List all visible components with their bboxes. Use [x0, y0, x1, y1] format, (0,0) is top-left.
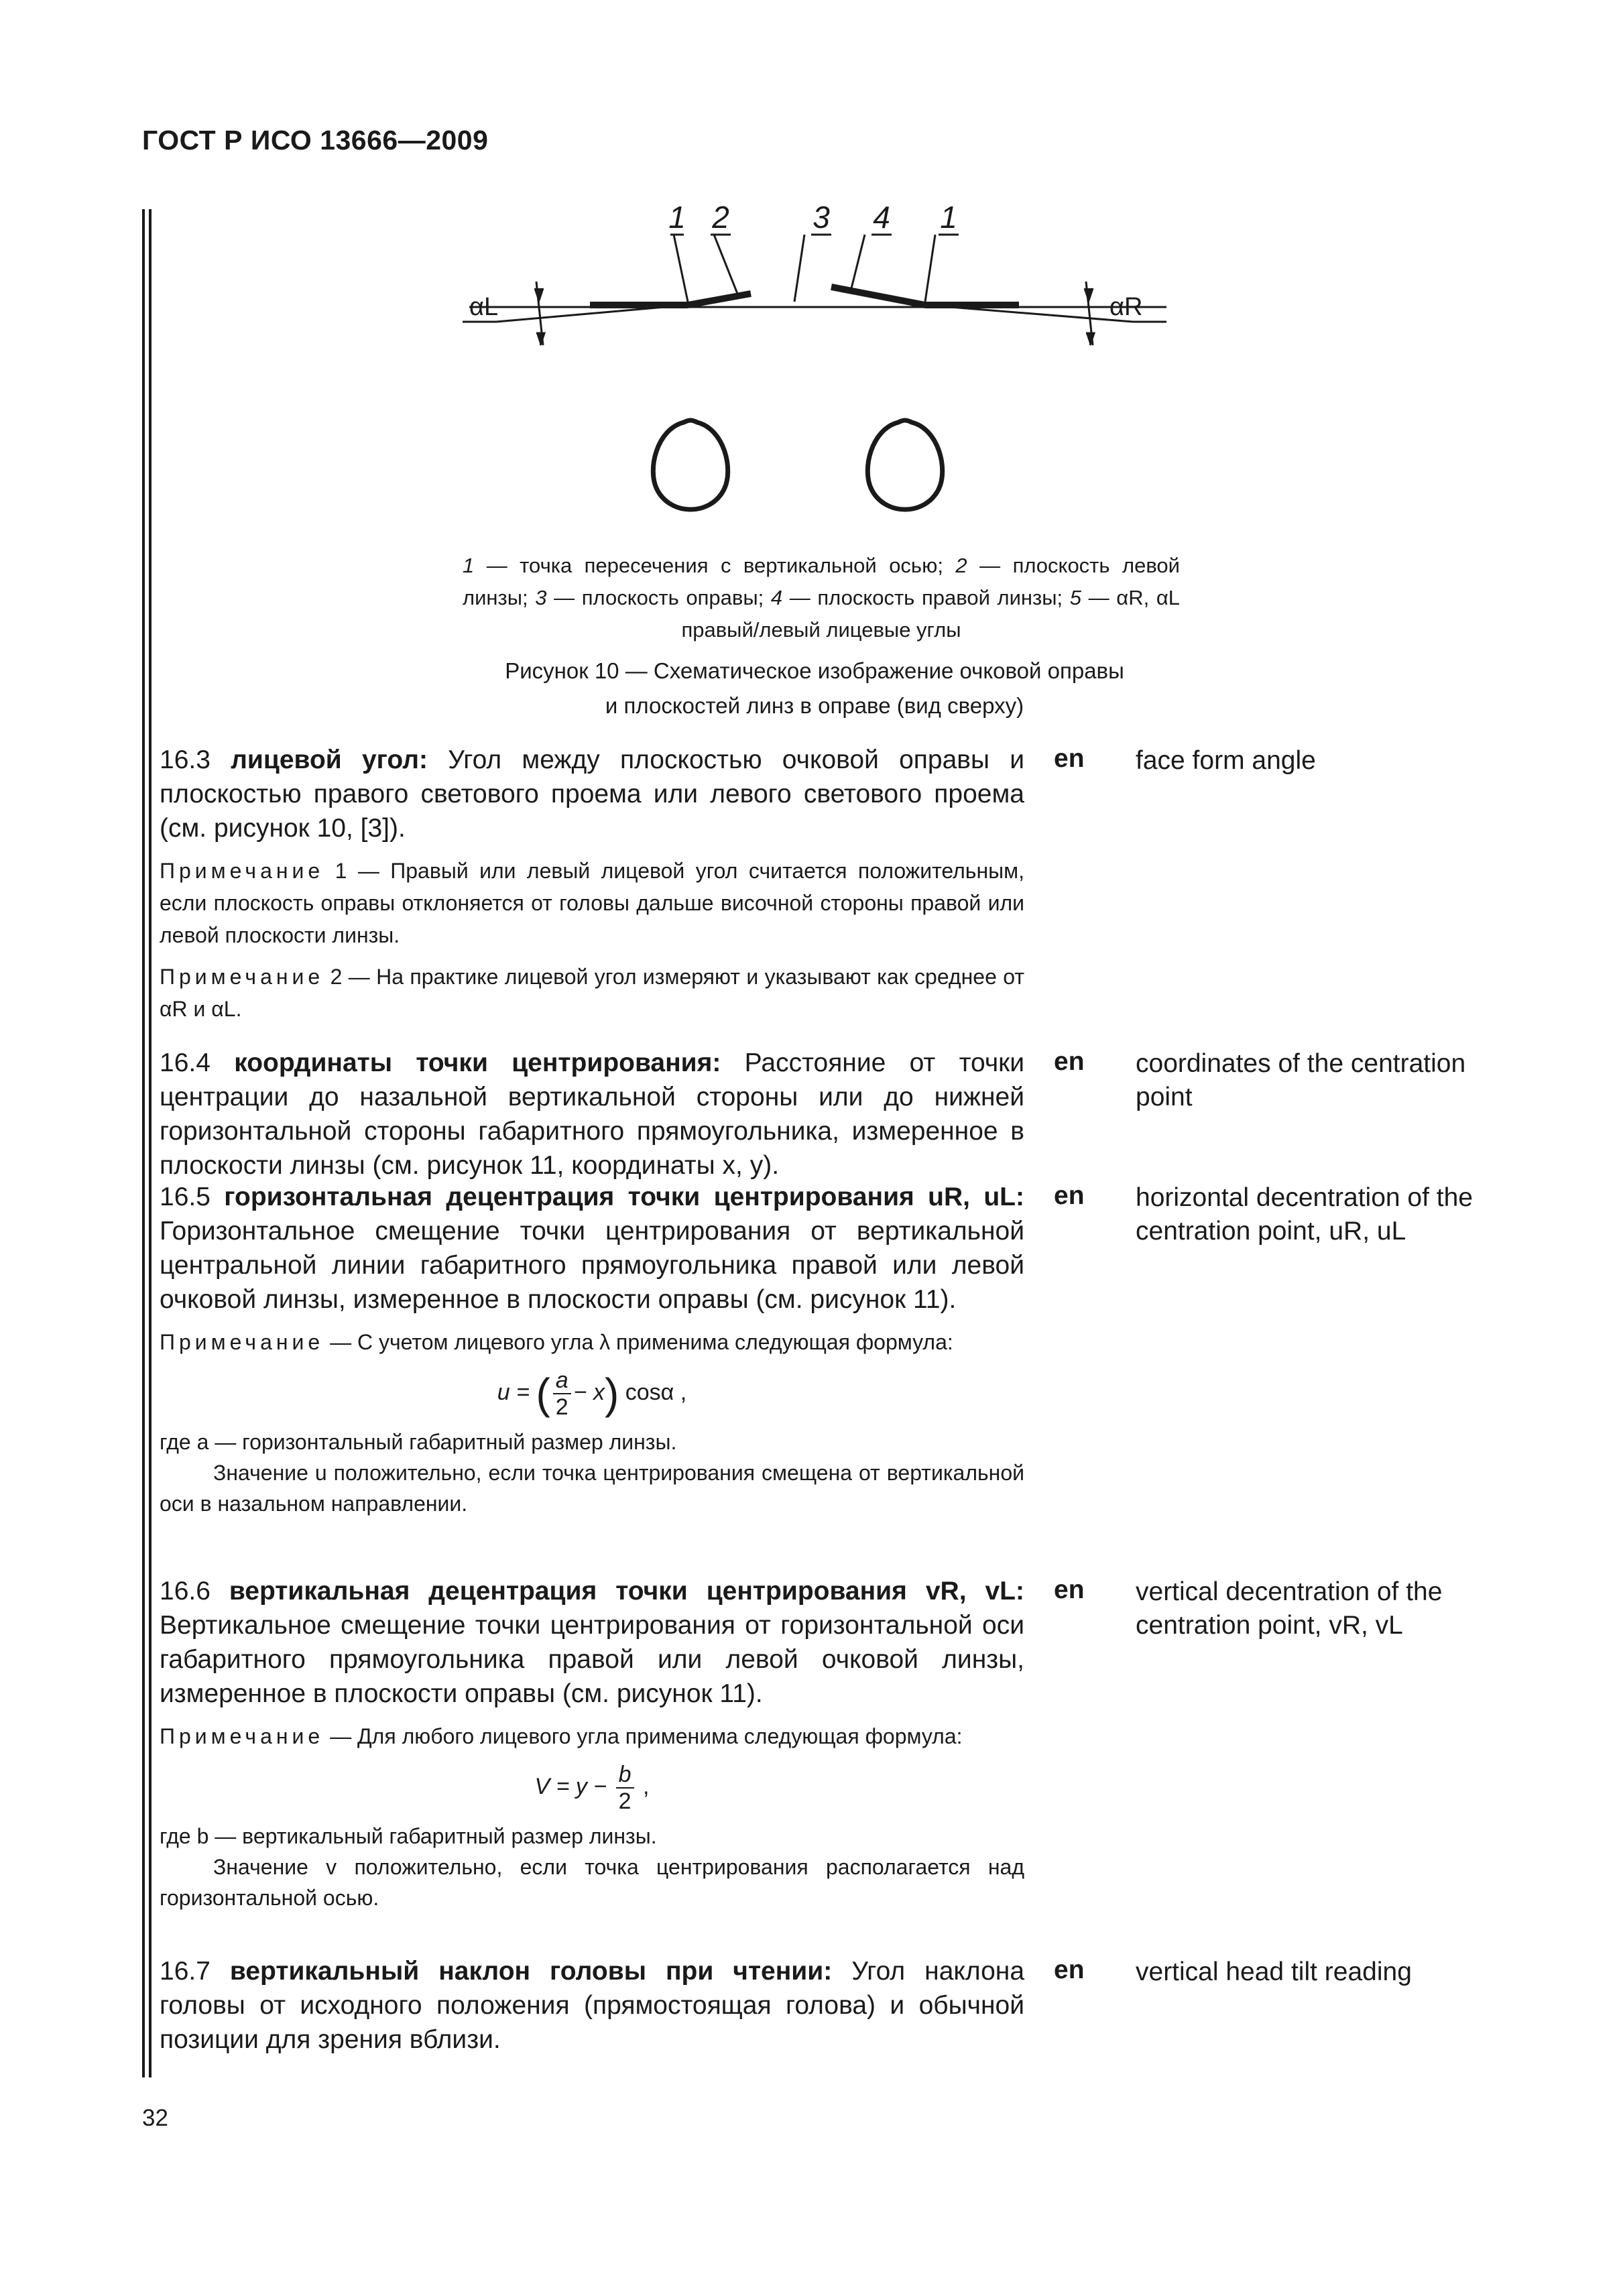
term-16-4: 16.4 координаты точки центрирования: Расстояние от точки центрации до назальной вертикальной стороны или до нижней горизонтальной стороны габаритного прямоугольника, измеренное в плоскости линзы (см. рисунок 11, координаты x, y).	[160, 1048, 1024, 1180]
english-term-16-3: face form angle	[1136, 746, 1316, 775]
figure-label-2: 2	[712, 200, 729, 235]
note-16-6: Примечание — Для любого лицевого угла применима следующая формула:	[160, 1724, 963, 1748]
term-16-7: 16.7 вертикальный наклон головы при чтении: Угол наклона головы от исходного положения (прямостоящая голова) и обычной позиции для зрения вблизи.	[160, 1957, 1025, 2054]
figure-label-1a: 1	[668, 200, 686, 235]
lang-tag-16-7: en	[1054, 1955, 1085, 1984]
english-term-16-4: coordinates of the centration point	[1136, 1049, 1466, 1111]
margin-bar-inner	[149, 209, 152, 2077]
figure-10-diagram	[456, 194, 1180, 530]
english-term-16-5: horizontal decentration of the centration point, uR, uL	[1136, 1183, 1474, 1246]
lang-tag-16-4: en	[1054, 1047, 1085, 1076]
lang-tag-16-5: en	[1054, 1181, 1085, 1210]
term-16-6: 16.6 вертикальная децентрация точки центрирования vR, vL: Вертикальное смещение точки центрирования от горизонтальной оси габаритного прямоугольника правой или левой очковой линзы, измеренное в плоскости оправы (см. рисунок 11). Примечание — Для любого лицевого угла применима следующая формула: V = y − $\frac{b}{2}$ , где b — вертикальный габаритный размер линзы. Значение v положительно, если точка центрирования располагается над горизонтальной осью.	[160, 1577, 1024, 1910]
figure-label-3: 3	[813, 200, 830, 235]
lang-tag-16-6: en	[1054, 1575, 1085, 1604]
figure-label-1b: 1	[940, 200, 957, 235]
figure-legend: 1 — точка пересечения с вертикальной осью; 2 — плоскость левой линзы; 3 — плоскость оправы; 4 — плоскость правой линзы; 5 — αR, αL правый/левый лицевые углы	[463, 554, 1180, 642]
english-term-16-7: vertical head tilt reading	[1136, 1957, 1412, 1986]
note-16-3-2: Примечание 2 — На практике лицевой угол измеряют и указывают как среднее от αR и αL.	[160, 965, 1024, 1021]
lang-tag-16-3: en	[1054, 744, 1085, 773]
english-term-16-6: vertical decentration of the centration point, vR, vL	[1136, 1577, 1443, 1640]
figure-caption: Рисунок 10 — Схематическое изображение очковой оправы и плоскостей линз в оправе (вид сверху)	[505, 658, 1124, 718]
term-16-3: 16.3 лицевой угол: Угол между плоскостью очковой оправы и плоскостью правого светового проема или левого светового проема (см. рисунок 10, [3]). Примечание 1 — Правый или левый лицевой угол считается положительным, если плоскость оправы отклоняется от головы дальше височной стороны правой или левой плоскости линзы. Примечание 2 — На практике лицевой угол измеряют и указывают как среднее от αR и αL.	[160, 743, 1024, 1025]
term-16-5: 16.5 горизонтальная децентрация точки центрирования uR, uL: Горизонтальное смещение точки центрирования от вертикальной центральной линии габаритного прямоугольника правой или левой очковой линзы, измеренное в плоскости оправы (см. рисунок 11). Примечание — С учетом лицевого угла λ применима следующая формула: u = ( $\frac{a}{2}$ − x) cosα , где a — горизонтальный габаритный размер линзы. Значение u положительно, если точка центрирования смещена от вертикальной оси в назальном направлении.	[160, 1183, 1024, 1516]
formula-16-5: u = ( $\frac{a}{2}$ − x) cosα ,	[497, 1368, 687, 1420]
document-header: ГОСТ Р ИСО 13666—2009	[142, 125, 489, 156]
note-16-5: Примечание — С учетом лицевого угла λ применима следующая формула:	[160, 1330, 953, 1354]
figure-alpha-right: αR	[1109, 293, 1143, 321]
note-16-3-1: Примечание 1 — Правый или левый лицевой угол считается положительным, если плоскость оправы отклоняется от головы дальше височной стороны правой или левой плоскости линзы.	[160, 859, 1024, 947]
figure-alpha-left: αL	[469, 293, 499, 321]
page-number: 32	[142, 2105, 168, 2131]
figure-label-4: 4	[873, 200, 890, 235]
formula-16-6: V = y − $\frac{b}{2}$ ,	[534, 1762, 650, 1814]
margin-bar-outer	[142, 209, 145, 2077]
